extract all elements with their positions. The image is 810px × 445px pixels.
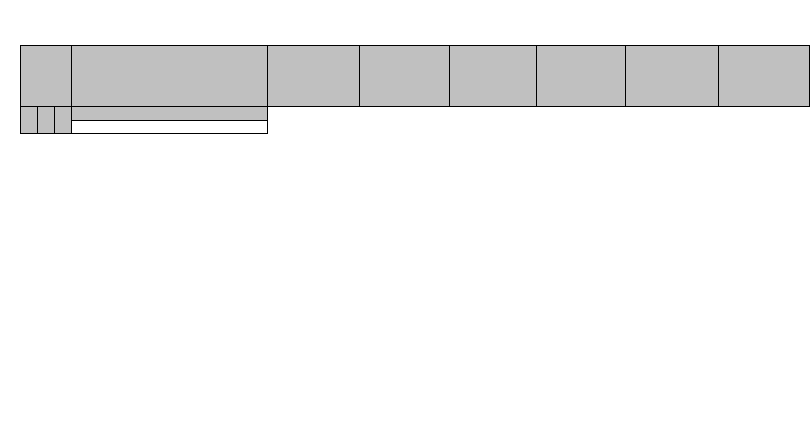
spreadsheet-grid [20,0,810,445]
header-code [20,45,72,107]
header-project [449,45,537,107]
header-business [625,45,719,107]
page-title [20,1,810,21]
xiang-label [54,106,72,134]
header-superior [536,45,626,107]
kuan-label [37,106,55,134]
lanci-label [71,106,268,121]
header-basic [359,45,450,107]
lei-label [20,106,38,134]
header-total [267,45,360,107]
header-subsidy [718,45,810,107]
header-name [71,45,268,107]
heji-label [71,120,268,134]
